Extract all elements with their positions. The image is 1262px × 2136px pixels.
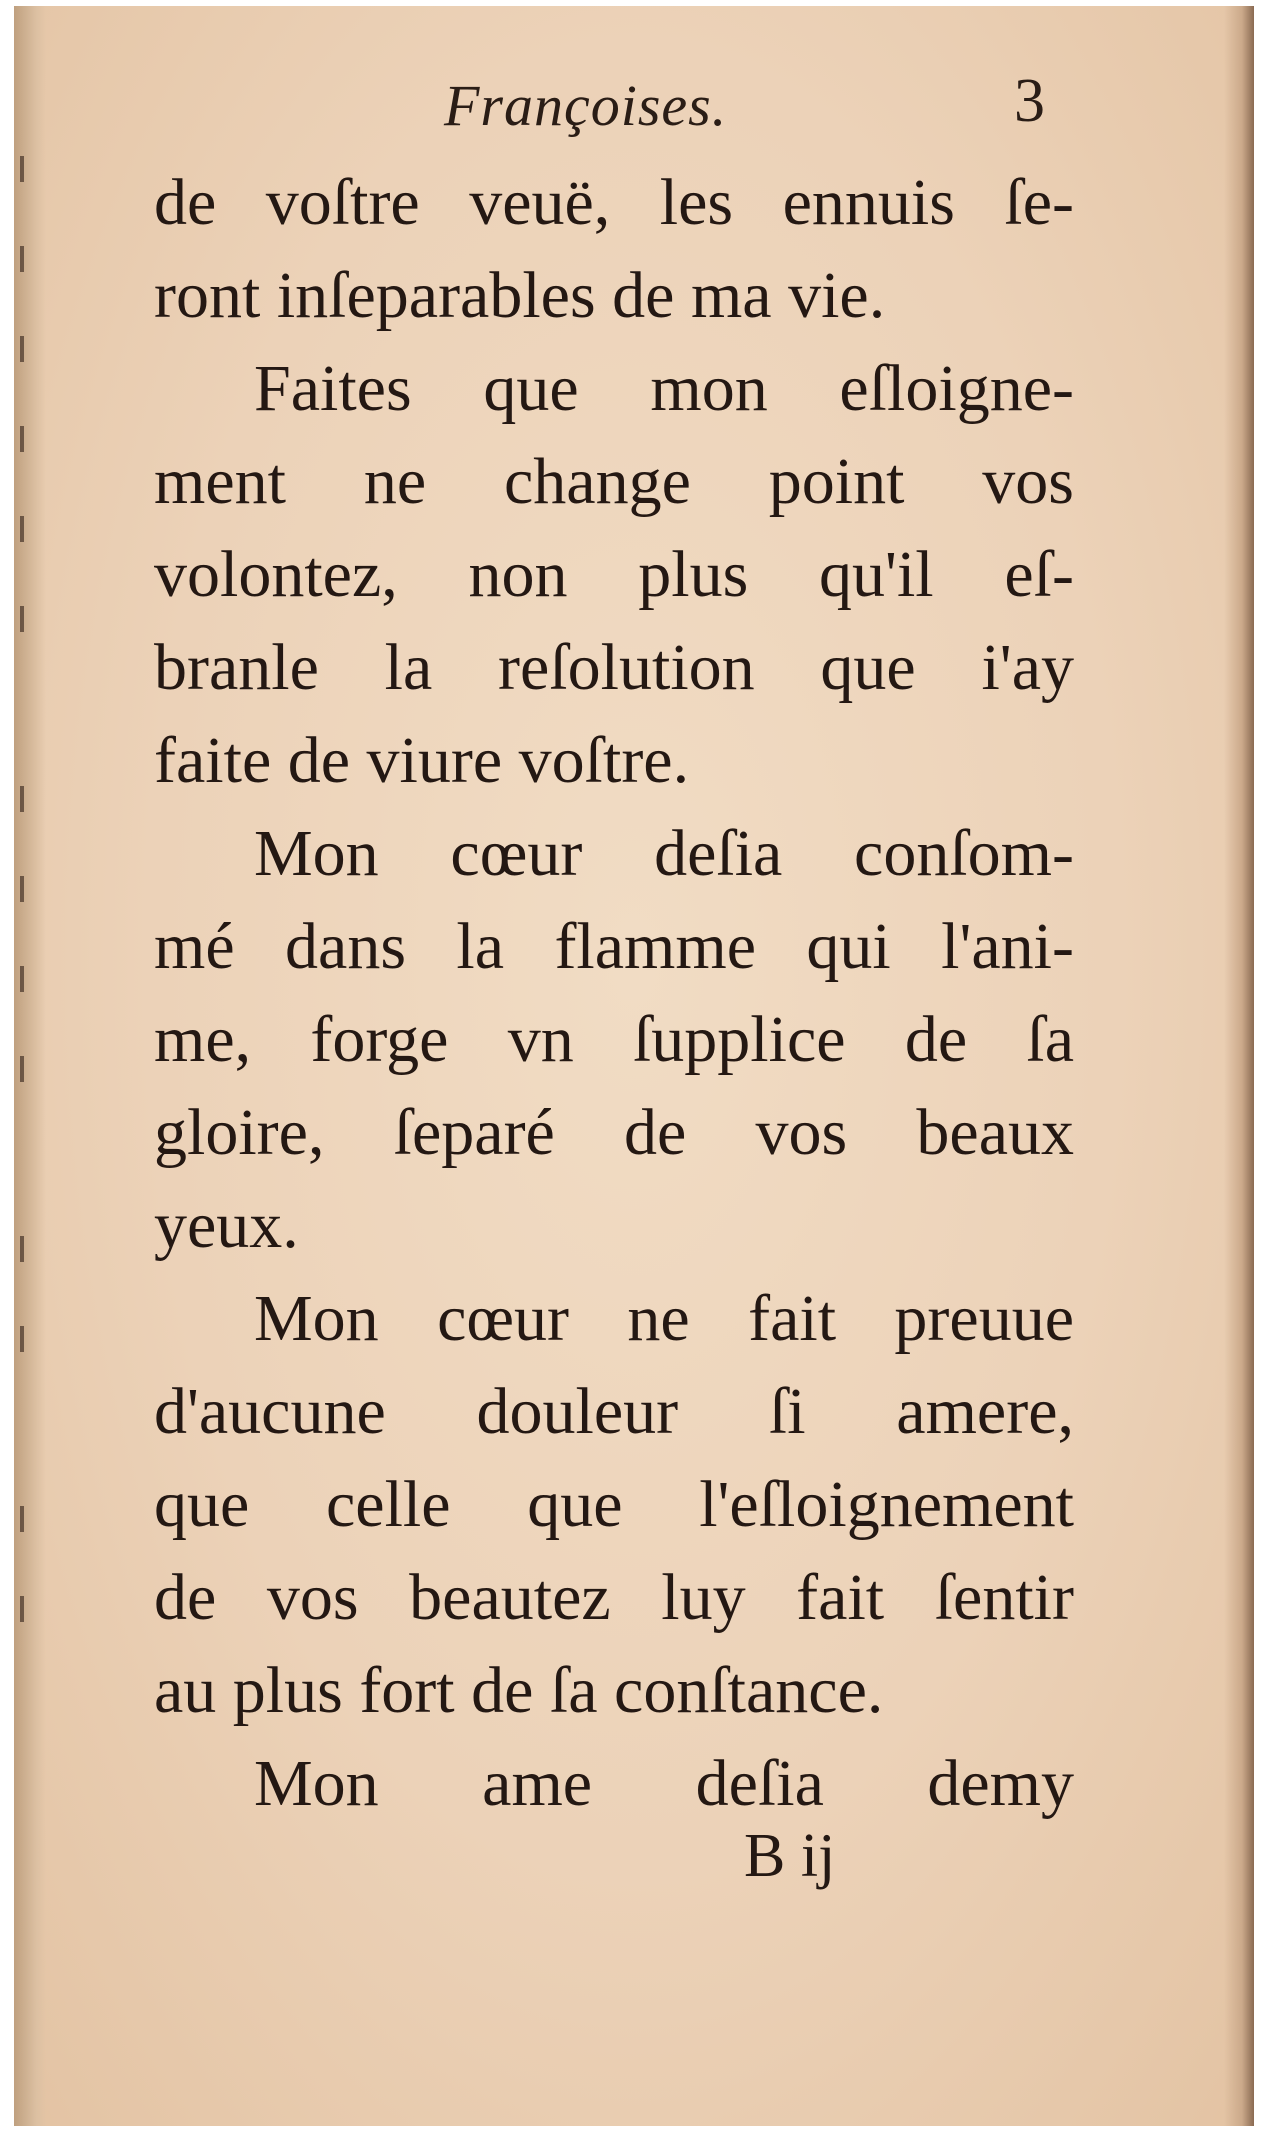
text-line: Mon cœur ne fait preuue (254, 1282, 1074, 1355)
text-line: mé dans la flamme qui l'ani- (154, 910, 1074, 983)
text-line: Faites que mon eſloigne- (254, 352, 1074, 425)
text-line: ront inſeparables de ma vie. (154, 259, 886, 332)
running-title: Françoises. (444, 73, 728, 138)
facing-page-bleed (14, 156, 44, 1856)
text-line: que celle que l'eſloignement (154, 1468, 1074, 1541)
text-line: branle la reſolution que i'ay (154, 631, 1074, 704)
text-line: faite de viure voſtre. (154, 724, 690, 797)
text-line: de voſtre veuë, les ennuis ſe- (154, 166, 1074, 239)
text-line: Mon cœur deſia conſom- (254, 817, 1074, 890)
signature-mark: B ij (744, 1822, 836, 1890)
text-line: ment ne change point vos (154, 445, 1074, 518)
page-number: 3 (1014, 67, 1045, 135)
page-header (14, 64, 1254, 144)
text-line: au plus fort de ſa conſtance. (154, 1654, 884, 1727)
body-text (154, 156, 1074, 1830)
text-line: yeux. (154, 1189, 299, 1262)
text-line: gloire, ſeparé de vos beaux (154, 1096, 1074, 1169)
text-line: d'aucune douleur ſi amere, (154, 1375, 1074, 1448)
text-line: volontez, non plus qu'il eſ- (154, 538, 1074, 611)
text-line: Mon ame deſia demy (254, 1747, 1074, 1820)
text-line: me, forge vn ſupplice de ſa (154, 1003, 1074, 1076)
book-page (14, 6, 1254, 2126)
text-line: de vos beautez luy fait ſentir (154, 1561, 1074, 1634)
page-edge (1224, 6, 1254, 2126)
